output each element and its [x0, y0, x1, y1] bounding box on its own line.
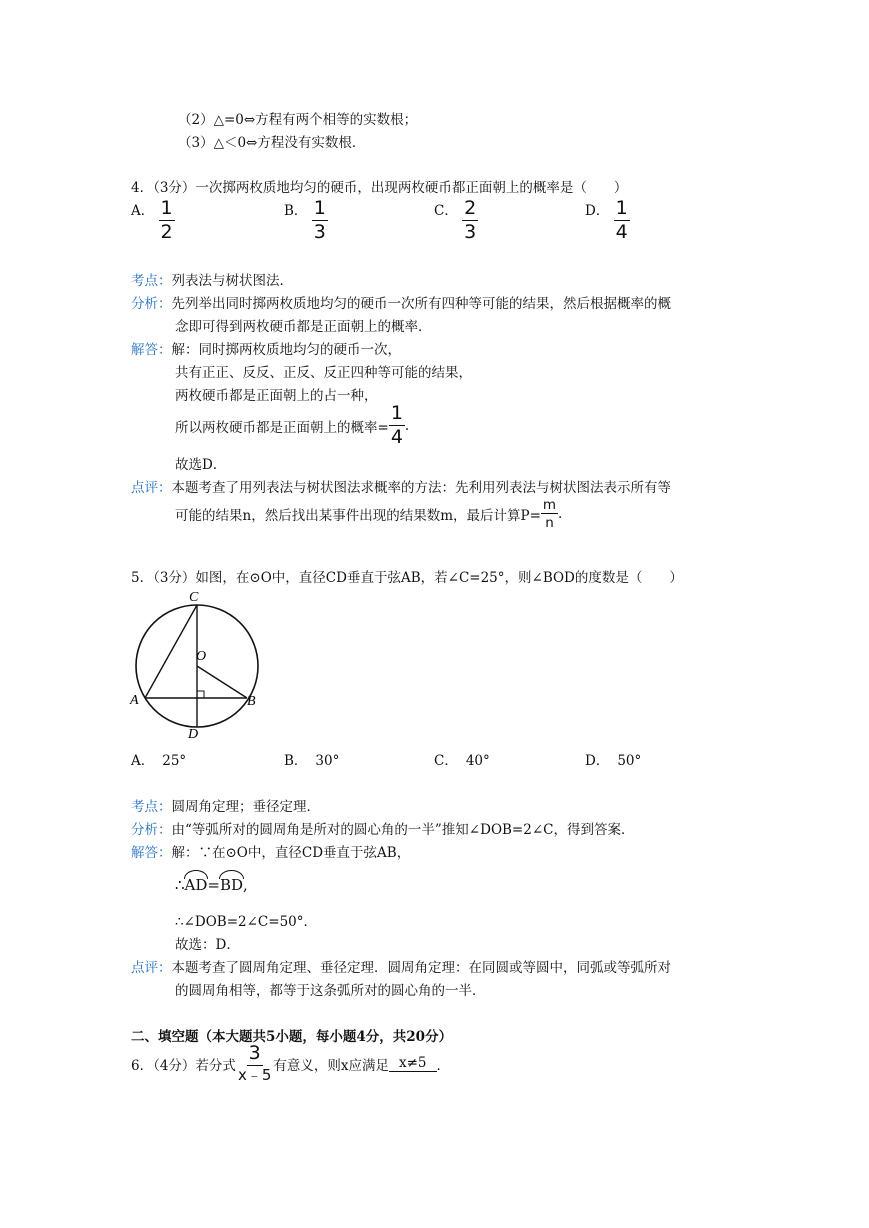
- option-label: C．: [434, 203, 458, 219]
- answer-fraction: $\frac{1}{4}$: [390, 402, 403, 448]
- q5-jieda-line-2: ∴AD=BD,: [175, 876, 248, 894]
- fenxi-tag: 分析：: [131, 822, 172, 838]
- jieda-text: 解：∵在⊙O中，直径CD垂直于弦AB，: [171, 845, 411, 861]
- fenxi-tag: 分析：: [131, 296, 172, 312]
- prev-line-3: （3）△＜0⇔方程没有实数根．: [178, 135, 366, 151]
- q4-kaodian: [131, 269, 293, 289]
- fenxi-text: 由“等弧所对的圆周角是所对的圆心角的一半”推知∠DOB=2∠C，得到答案．: [171, 822, 635, 838]
- q4-fenxi-line-2: 念即可得到两枚硬币都是正面朝上的概率．: [175, 319, 432, 335]
- q4-jieda-line-5: 故选D．: [175, 457, 227, 473]
- q4-option-c[interactable]: [434, 199, 478, 243]
- dianping-tag: 点评：: [131, 480, 172, 496]
- q5-jieda-line-3: ∴∠DOB=2∠C=50°．: [175, 914, 317, 930]
- q4-dianping: [131, 476, 671, 496]
- option-fraction: $\frac{1}{2}$: [160, 197, 173, 243]
- option-label: A．: [131, 203, 155, 219]
- answer-blank[interactable]: x≠5: [389, 1055, 437, 1072]
- dianping-text: 本题考查了圆周角定理、垂径定理．圆周角定理：在同圆或等圆中，同弧或等弧所对: [171, 960, 671, 976]
- q6-stem: 6．（4分）若分式 $\frac{3}{x﹣5}$ 有意义，则x应满足 x≠5 ．: [131, 1042, 450, 1084]
- q5-jieda-line-4: 故选：D．: [175, 937, 240, 953]
- q5-dianping-line-2: 的圆周角相等，都等于这条弧所对的圆心角的一半．: [175, 983, 486, 999]
- arc-ad: AD: [184, 876, 208, 894]
- jieda-tag: 解答：: [131, 342, 172, 358]
- q5-dianping: [131, 956, 671, 976]
- q4-jieda-line-2: 共有正正、反反、正反、反正四种等可能的结果，: [175, 365, 472, 381]
- right-angle-mark: [197, 691, 204, 698]
- q6-fraction: $\frac{3}{x﹣5}$: [237, 1042, 272, 1084]
- q5-jieda: [131, 841, 410, 861]
- q5-option-c[interactable]: C． 40°: [434, 753, 490, 769]
- q4-stem: 4．（3分）一次掷两枚质地均匀的硬币，出现两枚硬币都正面朝上的概率是（ ）: [131, 180, 628, 196]
- dianping-tag: 点评：: [131, 960, 172, 976]
- q5-option-a[interactable]: A． 25°: [131, 753, 187, 769]
- q5-option-b[interactable]: B． 30°: [284, 753, 340, 769]
- option-fraction: $\frac{1}{4}$: [615, 197, 628, 243]
- option-label: D．: [585, 203, 610, 219]
- q4-jieda-line-3: 两枚硬币都是正面朝上的占一种，: [175, 388, 378, 404]
- q4-dianping-line-2: 可能的结果n，然后找出某事件出现的结果数m，最后计算P= $\frac{m}{n}$ .: [175, 497, 563, 532]
- q5-kaodian: [131, 795, 320, 815]
- option-fraction: $\frac{2}{3}$: [464, 197, 477, 243]
- q4-jieda: [131, 338, 401, 358]
- point-o-label: O: [196, 649, 207, 664]
- jieda-tag: 解答：: [131, 845, 172, 861]
- q4-fenxi: [131, 292, 671, 312]
- q4-jieda-line-4: 所以两枚硬币都是正面朝上的概率= $\frac{1}{4}$ .: [175, 402, 410, 448]
- option-fraction: $\frac{1}{3}$: [313, 197, 326, 243]
- q5-option-d[interactable]: D． 50°: [585, 753, 642, 769]
- kaodian-tag: 考点：: [131, 273, 172, 289]
- probability-fraction: $\frac{m}{n}$: [542, 497, 557, 532]
- kaodian-tag: 考点：: [131, 799, 172, 815]
- jieda-text: 解：同时掷两枚质地均匀的硬币一次，: [171, 342, 401, 358]
- segment-ca: [145, 605, 197, 698]
- fenxi-text: 先列举出同时掷两枚质地均匀的硬币一次所有四种等可能的结果，然后根据概率的概: [171, 296, 671, 312]
- q5-fenxi: [131, 818, 634, 838]
- section-title: 二、填空题（本大题共5小题，每小题4分，共20分）: [131, 1029, 453, 1045]
- q5-stem: 5．（3分）如图，在⊙O中，直径CD垂直于弦AB，若∠C=25°，则∠BOD的度数是（ ）: [131, 570, 683, 586]
- q4-option-b[interactable]: [284, 199, 328, 243]
- point-c-label: C: [189, 590, 199, 605]
- dianping-text: 本题考查了用列表法与树状图法求概率的方法：先利用列表法与树状图法表示所有等: [171, 480, 671, 496]
- point-d-label: D: [188, 727, 199, 740]
- arc-bd: BD: [219, 876, 244, 894]
- q4-option-d[interactable]: [585, 199, 630, 243]
- kaodian-text: 圆周角定理；垂径定理．: [171, 799, 320, 815]
- prev-line-2: （2）△=0⇔方程有两个相等的实数根；: [178, 112, 418, 128]
- option-label: B．: [284, 203, 308, 219]
- point-a-label: A: [130, 693, 139, 708]
- point-b-label: B: [247, 694, 256, 709]
- kaodian-text: 列表法与树状图法．: [171, 273, 293, 289]
- circle-figure: [125, 588, 275, 740]
- q4-option-a[interactable]: [131, 199, 175, 243]
